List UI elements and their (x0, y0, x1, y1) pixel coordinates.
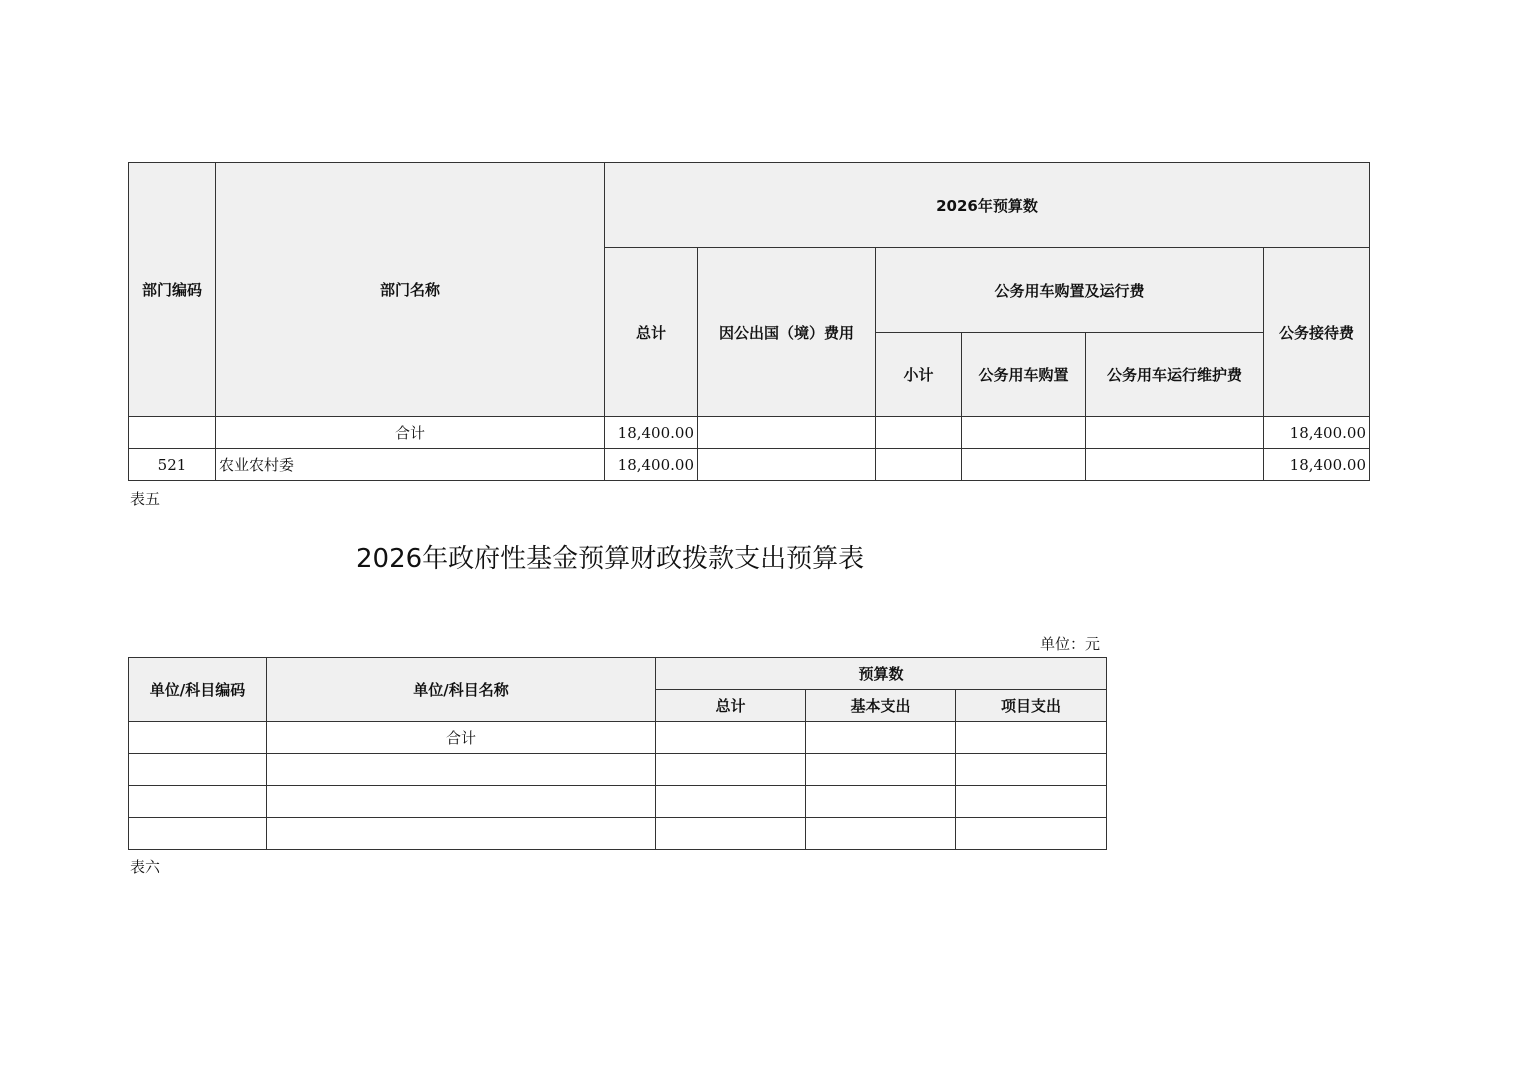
cell-name: 农业农村委 (216, 449, 605, 481)
header-reception: 公务接待费 (1264, 248, 1370, 417)
cell-name (267, 786, 656, 818)
table-row (129, 754, 1107, 786)
cell-code (129, 818, 267, 850)
cell-purchase (962, 449, 1086, 481)
cell-basic (806, 754, 956, 786)
header-dept-name: 部门名称 (216, 163, 605, 417)
cell-name (267, 754, 656, 786)
table-row (129, 449, 1370, 481)
cell-operation (1086, 449, 1264, 481)
cell-name: 合计 (216, 417, 605, 449)
cell-subtotal (876, 417, 962, 449)
header-dept-code: 部门编码 (129, 163, 216, 417)
header-subtotal: 小计 (876, 333, 962, 417)
cell-code (129, 722, 267, 754)
table-row (129, 786, 1107, 818)
header-vehicle-operation: 公务用车运行维护费 (1086, 333, 1264, 417)
header-vehicle-group: 公务用车购置及运行费 (876, 248, 1264, 333)
cell-reception: 18,400.00 (1264, 417, 1370, 449)
cell-basic (806, 818, 956, 850)
header-total: 总计 (605, 248, 698, 417)
header-vehicle-purchase: 公务用车购置 (962, 333, 1086, 417)
header-abroad: 因公出国（境）费用 (698, 248, 876, 417)
government-fund-budget-table (128, 657, 1107, 850)
cell-total: 18,400.00 (605, 417, 698, 449)
cell-project (956, 786, 1107, 818)
table-label-5: 表五 (130, 490, 161, 508)
header-name: 单位/科目名称 (267, 658, 656, 722)
page-title: 2026年政府性基金预算财政拨款支出预算表 (356, 544, 865, 574)
header-code: 单位/科目编码 (129, 658, 267, 722)
cell-basic (806, 722, 956, 754)
cell-abroad (698, 449, 876, 481)
cell-total (656, 722, 806, 754)
cell-name (267, 818, 656, 850)
cell-code (129, 786, 267, 818)
cell-total (656, 754, 806, 786)
cell-code (129, 417, 216, 449)
three-public-expenses-table (128, 162, 1370, 481)
table-row (129, 818, 1107, 850)
table-label-6: 表六 (130, 858, 161, 876)
table-row (129, 722, 1107, 754)
header-budget-year: 2026年预算数 (605, 163, 1370, 248)
cell-project (956, 818, 1107, 850)
cell-code (129, 754, 267, 786)
cell-code: 521 (129, 449, 216, 481)
cell-project (956, 754, 1107, 786)
cell-name: 合计 (267, 722, 656, 754)
cell-project (956, 722, 1107, 754)
cell-purchase (962, 417, 1086, 449)
cell-basic (806, 786, 956, 818)
cell-total (656, 786, 806, 818)
header-budget: 预算数 (656, 658, 1107, 690)
cell-total: 18,400.00 (605, 449, 698, 481)
cell-abroad (698, 417, 876, 449)
table-row (129, 417, 1370, 449)
header-basic: 基本支出 (806, 690, 956, 722)
header-project: 项目支出 (956, 690, 1107, 722)
cell-operation (1086, 417, 1264, 449)
cell-total (656, 818, 806, 850)
unit-label: 单位：元 (1040, 635, 1101, 653)
header-total: 总计 (656, 690, 806, 722)
cell-reception: 18,400.00 (1264, 449, 1370, 481)
cell-subtotal (876, 449, 962, 481)
